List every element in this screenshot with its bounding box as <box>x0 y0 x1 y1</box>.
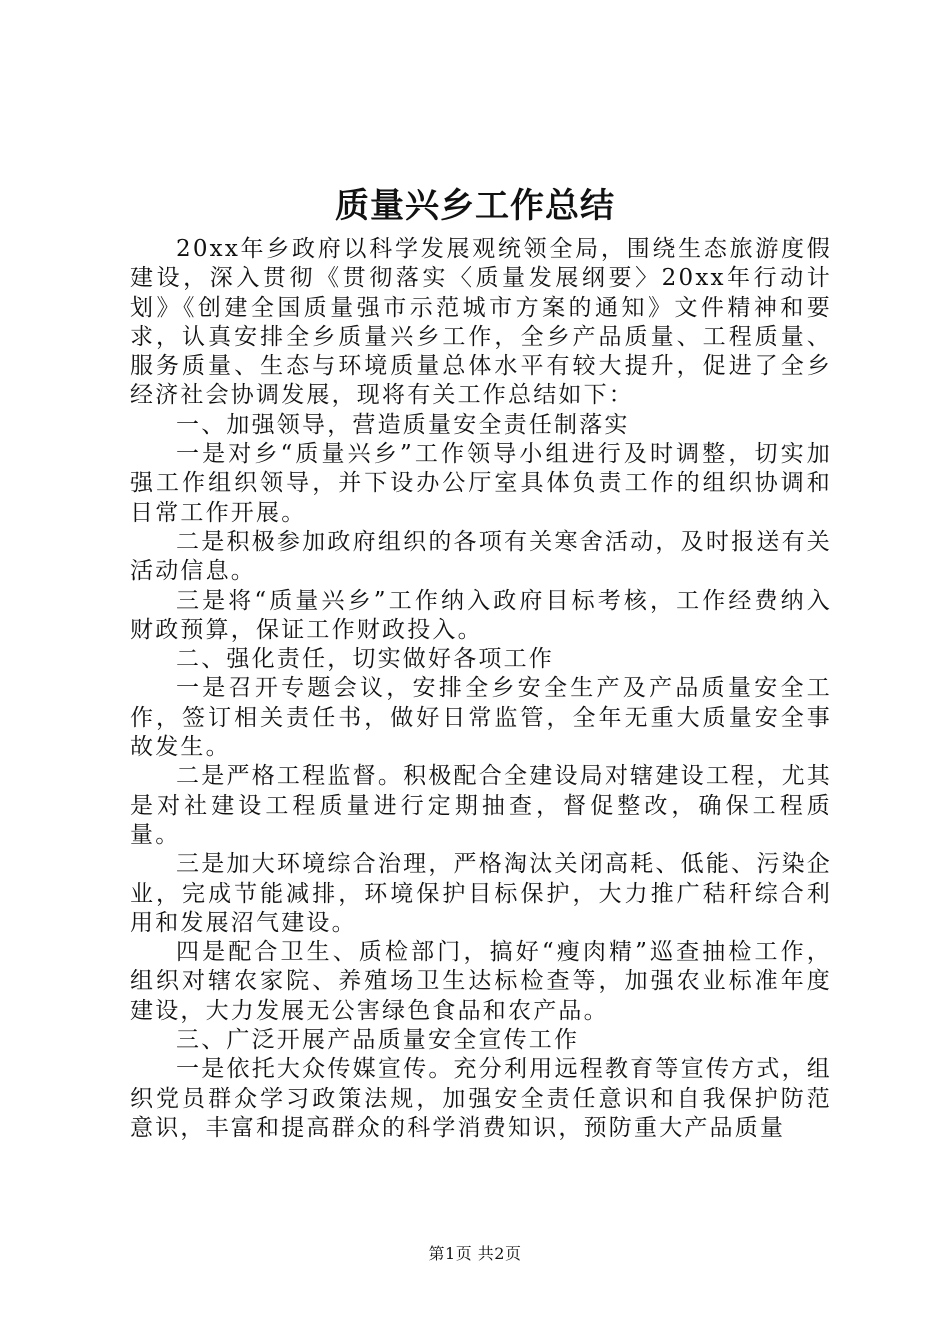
document-title: 质量兴乡工作总结 <box>335 186 615 226</box>
section-heading-1: 一、加强领导，营造质量安全责任制落实 <box>176 411 630 438</box>
section-heading-3: 三、广泛开展产品质量安全宣传工作 <box>176 1027 580 1054</box>
page-number-footer: 第1页 共2页 <box>428 1244 522 1263</box>
paragraph-2-4: 四是配合卫生、质检部门，搞好“瘦肉精”巡查抽检工作，组织对辖农家院、养殖场卫生达标检查等，加强农业标准年度建设，大力发展无公害绿色食品和农产品。 <box>130 939 832 1024</box>
paragraph-1-1: 一是对乡“质量兴乡”工作领导小组进行及时调整，切实加强工作组织领导，并下设办公厅室具体负责工作的组织协调和日常工作开展。 <box>130 441 832 526</box>
document-body <box>130 235 832 1143</box>
paragraph-2-3: 三是加大环境综合治理，严格淘汰关闭高耗、低能、污染企业，完成节能减排，环境保护目标保护，大力推广秸秆综合利用和发展沼气建设。 <box>130 851 832 936</box>
paragraph-1-3: 三是将“质量兴乡”工作纳入政府目标考核，工作经费纳入财政预算，保证工作财政投入。 <box>130 587 832 643</box>
paragraph-1-2: 二是积极参加政府组织的各项有关寒舍活动，及时报送有关活动信息。 <box>130 528 832 585</box>
section-heading-2: 二、强化责任，切实做好各项工作 <box>176 646 554 673</box>
intro-paragraph: 20xx年乡政府以科学发展观统领全局，围绕生态旅游度假建设，深入贯彻《贯彻落实〈质量发展纲要〉20xx年行动计划》《创建全国质量强市示范城市方案的通知》文件精神和要求，认真安排全乡质量兴乡工作，全乡产品质量、工程质量、服务质量、生态与环境质量总体水平有较大提升，促进了全乡经济社会协调发展，现将有关工作总结如下： <box>130 236 832 409</box>
paragraph-3-1: 一是依托大众传媒宣传。充分利用远程教育等宣传方式，组织党员群众学习政策法规，加强安全责任意识和自我保护防范意识，丰富和提高群众的科学消费知识，预防重大产品质量 <box>130 1056 832 1141</box>
paragraph-2-1: 一是召开专题会议，安排全乡安全生产及产品质量安全工作，签订相关责任书，做好日常监管，全年无重大质量安全事故发生。 <box>130 675 832 761</box>
paragraph-2-2: 二是严格工程监督。积极配合全建设局对辖建设工程，尤其是对社建设工程质量进行定期抽查，督促整改，确保工程质量。 <box>130 763 832 848</box>
